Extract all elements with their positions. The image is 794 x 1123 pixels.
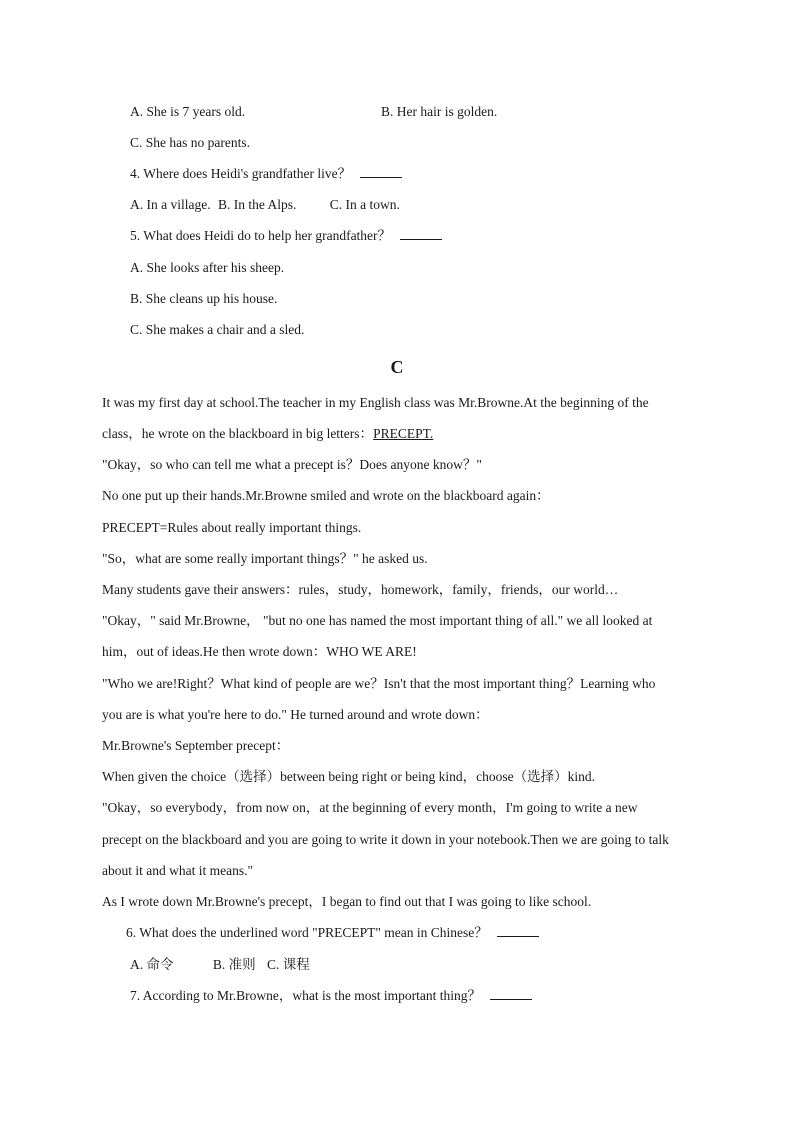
passage-line: "Okay，" said Mr.Browne， "but no one has named the most important thing of all." we all looked at xyxy=(102,613,653,628)
q4-option-a: A. In a village. xyxy=(130,197,211,212)
q5-question xyxy=(130,227,442,245)
q4-option-b: B. In the Alps. xyxy=(217,197,297,212)
q6-option-b: B. 准则 xyxy=(212,957,256,972)
passage-line: PRECEPT=Rules about really important things. xyxy=(102,520,362,535)
q4-option-c: C. In a town. xyxy=(329,197,400,212)
q3-option-c: C. She has no parents. xyxy=(130,135,250,150)
q5-option-a: A. She looks after his sheep. xyxy=(130,260,285,275)
q4-options xyxy=(130,196,400,214)
passage-line: Mr.Browne's September precept： xyxy=(102,738,290,753)
q3-option-b: B. Her hair is golden. xyxy=(381,104,498,119)
q7-question xyxy=(130,987,532,1005)
passage-line: him，out of ideas.He then wrote down：WHO WE ARE! xyxy=(102,644,417,659)
q5-option-b: B. She cleans up his house. xyxy=(130,291,278,306)
passage-line xyxy=(102,425,433,443)
q4-answer-blank xyxy=(360,165,402,178)
passage-line: about it and what it means." xyxy=(102,863,253,878)
q4-question xyxy=(130,165,402,183)
passage-line: No one put up their hands.Mr.Browne smiled and wrote on the blackboard again： xyxy=(102,488,550,503)
q5-option-c: C. She makes a chair and a sled. xyxy=(130,322,305,337)
passage-line: "Okay，so everybody，from now on，at the beginning of every month，I'm going to write a new xyxy=(102,800,638,815)
q6-answer-blank xyxy=(497,924,539,937)
passage-line: precept on the blackboard and you are going to write it down in your notebook.Then we are going to talk xyxy=(102,832,669,847)
q5-answer-blank xyxy=(400,227,442,240)
q6-question-text: 6. What does the underlined word "PRECEPT" mean in Chinese？ xyxy=(126,925,488,940)
q6-question xyxy=(126,924,539,942)
passage-line: Many students gave their answers：rules，study，homework，family，friends，our world… xyxy=(102,582,619,597)
q4-question-text: 4. Where does Heidi's grandfather live？ xyxy=(130,166,352,181)
q7-question-text: 7. According to Mr.Browne，what is the most important thing？ xyxy=(130,988,481,1003)
q5-question-text: 5. What does Heidi do to help her grandfather？ xyxy=(130,228,392,243)
q3-option-a: A. She is 7 years old. xyxy=(130,104,246,119)
underlined-word-precept: PRECEPT. xyxy=(373,426,434,441)
q7-answer-blank xyxy=(490,987,532,1000)
section-c-heading: C xyxy=(390,357,404,377)
passage-line: When given the choice（选择）between being right or being kind，choose（选择）kind. xyxy=(102,769,596,784)
q6-option-c: C. 课程 xyxy=(267,957,310,972)
passage-line: "Who we are!Right？What kind of people are we？Isn't that the most important thing？Learning who xyxy=(102,676,656,691)
passage-text: class，he wrote on the blackboard in big letters： xyxy=(102,426,374,441)
passage-line: you are is what you're here to do." He turned around and wrote down： xyxy=(102,707,489,722)
passage-line: "So，what are some really important things？" he asked us. xyxy=(102,551,428,566)
passage-line: As I wrote down Mr.Browne's precept，I began to find out that I was going to like school. xyxy=(102,894,592,909)
q6-options xyxy=(130,956,310,974)
passage-line: It was my first day at school.The teacher in my English class was Mr.Browne.At the beginning of the xyxy=(102,395,649,410)
q6-option-a: A. 命令 xyxy=(130,957,174,972)
passage-line: "Okay，so who can tell me what a precept is？Does anyone know？" xyxy=(102,457,482,472)
